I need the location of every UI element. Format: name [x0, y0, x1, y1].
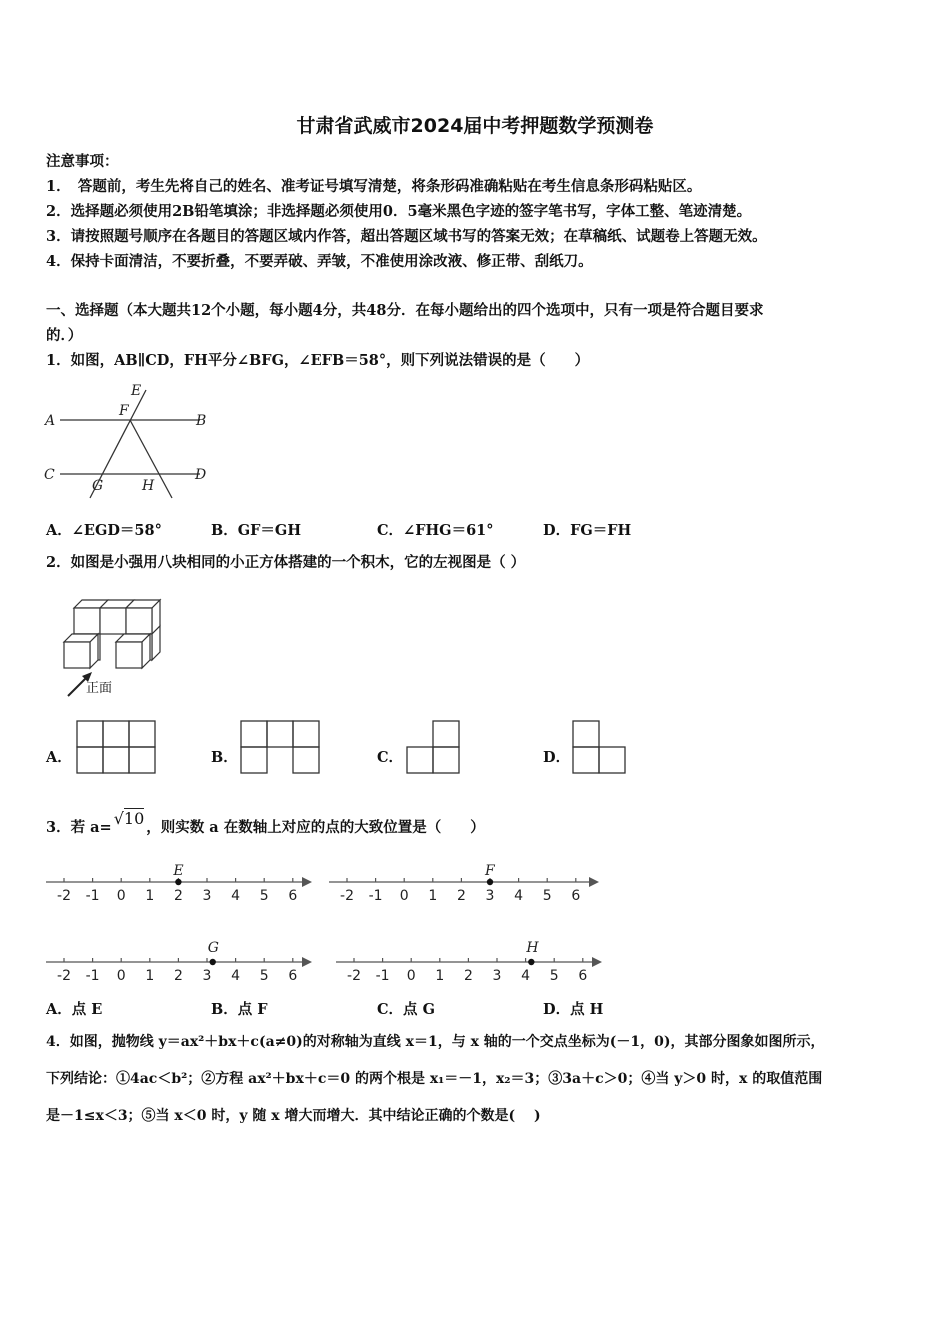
q2-cube-figure — [56, 592, 176, 702]
axis-tick-label: 5 — [259, 968, 269, 984]
q4-line-2: 下列结论：①4ac＜b²；②方程 ax²＋bx＋c＝0 的两个根是 x₁＝－1，x₂＝3；③3a＋c＞0；④当 y＞0 时，x 的取值范围 — [46, 1071, 823, 1087]
q2-option-b-view — [240, 720, 322, 776]
q3-point-e-label: E — [173, 863, 184, 879]
section-heading-line2: 的．） — [46, 327, 83, 344]
axis-tick-label: 0 — [399, 888, 409, 904]
q3-point-f — [487, 879, 493, 885]
axis-tick-label: 4 — [514, 888, 524, 904]
q1-figure — [40, 378, 220, 508]
q1-label-H: H — [142, 478, 155, 494]
q1-label-F: F — [119, 403, 129, 419]
notice-heading: 注意事项： — [46, 153, 119, 170]
q3-point-f-label: F — [485, 863, 495, 879]
axis-tick-label: 3 — [492, 968, 502, 984]
axis-tick-label: 1 — [435, 968, 445, 984]
q1-option-b: B．GF＝GH — [211, 522, 302, 539]
axis-tick-label: 3 — [485, 888, 495, 904]
q1-label-G: G — [92, 478, 104, 494]
q3-sqrt-expression: √10 — [113, 809, 145, 828]
q3-number-line-f — [323, 858, 608, 908]
axis-tick-label: -1 — [375, 968, 390, 984]
axis-tick-label: 6 — [288, 888, 298, 904]
axis-tick-label: 2 — [463, 968, 473, 984]
q2-option-a-view — [76, 720, 158, 776]
axis-tick-label: 3 — [202, 888, 212, 904]
q1-label-D: D — [195, 467, 207, 483]
q1-option-c: C．∠FHG＝61° — [377, 522, 494, 539]
q1-option-a: A．∠EGD＝58° — [46, 522, 162, 539]
axis-tick-label: -1 — [368, 888, 383, 904]
axis-tick-label: -2 — [57, 888, 71, 904]
axis-tick-label: 0 — [406, 968, 416, 984]
axis-tick-label: 1 — [428, 888, 438, 904]
q3-radicand: 10 — [123, 809, 145, 828]
axis-tick-label: -2 — [347, 968, 361, 984]
q4-line-1: 4．如图，抛物线 y＝ax²＋bx＋c(a≠0)的对称轴为直线 x＝1，与 x 轴的一个交点坐标为(－1，0)，其部分图象如图所示， — [46, 1034, 825, 1050]
q2-option-a-letter: A． — [46, 749, 72, 766]
q4-line-3: 是－1≤x＜3；⑤当 x＜0 时，y 随 x 增大而增大．其中结论正确的个数是( ) — [46, 1108, 541, 1124]
axis-tick-label: -1 — [85, 968, 100, 984]
axis-tick-label: -1 — [85, 888, 100, 904]
q2-stem: 2．如图是小强用八块相同的小正方体搭建的一个积木，它的左视图是（ ） — [46, 554, 526, 571]
q3-number-line-e — [40, 858, 320, 908]
q2-option-d-view — [572, 720, 628, 776]
q1-label-B: B — [196, 413, 207, 429]
q1-label-A: A — [45, 413, 56, 429]
axis-tick-label: 1 — [145, 888, 155, 904]
q1-option-d: D．FG＝FH — [543, 522, 632, 539]
q3-option-d: D．点 H — [543, 1001, 604, 1018]
axis-tick-label: 2 — [173, 968, 183, 984]
q3-option-c: C．点 G — [377, 1001, 435, 1018]
axis-tick-label: 4 — [231, 968, 241, 984]
q3-option-b: B．点 F — [211, 1001, 268, 1018]
q3-point-g — [210, 959, 216, 965]
axis-tick-label: 2 — [173, 888, 183, 904]
q3-point-e — [175, 879, 181, 885]
page-title: 甘肃省武威市2024届中考押题数学预测卷 — [296, 115, 654, 137]
q2-front-label: 正面 — [86, 681, 113, 696]
q1-label-C: C — [44, 467, 55, 483]
axis-tick-label: 0 — [116, 888, 126, 904]
q2-option-c-letter: C． — [377, 749, 404, 766]
axis-tick-label: 5 — [549, 968, 559, 984]
q2-option-c-view — [406, 720, 462, 776]
notice-item-2: 2．选择题必须使用2B铅笔填涂；非选择题必须使用0．5毫米黑色字迹的签字笔书写，字体工整、笔迹清楚。 — [46, 203, 752, 220]
q3-point-g-label: G — [207, 940, 219, 956]
section-heading-line1: 一、选择题（本大题共12个小题，每小题4分，共48分．在每小题给出的四个选项中，只有一项是符合题目要求 — [46, 302, 764, 319]
axis-tick-label: 0 — [116, 968, 126, 984]
axis-tick-label: 5 — [542, 888, 552, 904]
notice-item-1: 1． 答题前，考生先将自己的姓名、准考证号填写清楚，将条形码准确粘贴在考生信息条形码粘贴区。 — [46, 178, 702, 195]
axis-tick-label: 4 — [231, 888, 241, 904]
q2-option-b-letter: B． — [211, 749, 238, 766]
axis-tick-label: 4 — [521, 968, 531, 984]
notice-item-3: 3．请按照题号顺序在各题目的答题区域内作答，超出答题区域书写的答案无效；在草稿纸、试题卷上答题无效。 — [46, 228, 767, 245]
q3-number-line-h — [330, 938, 610, 988]
axis-tick-label: 3 — [202, 968, 212, 984]
axis-tick-label: 2 — [456, 888, 466, 904]
axis-tick-label: 6 — [578, 968, 588, 984]
q1-stem: 1．如图，AB∥CD，FH平分∠BFG，∠EFB＝58°，则下列说法错误的是（ ） — [46, 352, 590, 369]
q1-label-E: E — [131, 383, 142, 399]
q2-option-d-letter: D． — [543, 749, 571, 766]
axis-tick-label: 6 — [288, 968, 298, 984]
q3-stem-suffix: ，则实数 a 在数轴上对应的点的大致位置是（ ） — [146, 819, 485, 836]
axis-tick-label: -2 — [57, 968, 71, 984]
q3-option-a: A．点 E — [46, 1001, 103, 1018]
q3-point-h — [528, 959, 534, 965]
q3-stem — [46, 809, 485, 838]
axis-tick-label: 6 — [571, 888, 581, 904]
axis-tick-label: -2 — [340, 888, 354, 904]
notice-item-4: 4．保持卡面清洁，不要折叠，不要弄破、弄皱，不准使用涂改液、修正带、刮纸刀。 — [46, 253, 593, 270]
q3-number-line-g — [40, 938, 320, 988]
axis-tick-label: 5 — [259, 888, 269, 904]
axis-tick-label: 1 — [145, 968, 155, 984]
q3-stem-prefix: 3．若 a= — [46, 819, 112, 836]
q3-point-h-label: H — [526, 940, 539, 956]
